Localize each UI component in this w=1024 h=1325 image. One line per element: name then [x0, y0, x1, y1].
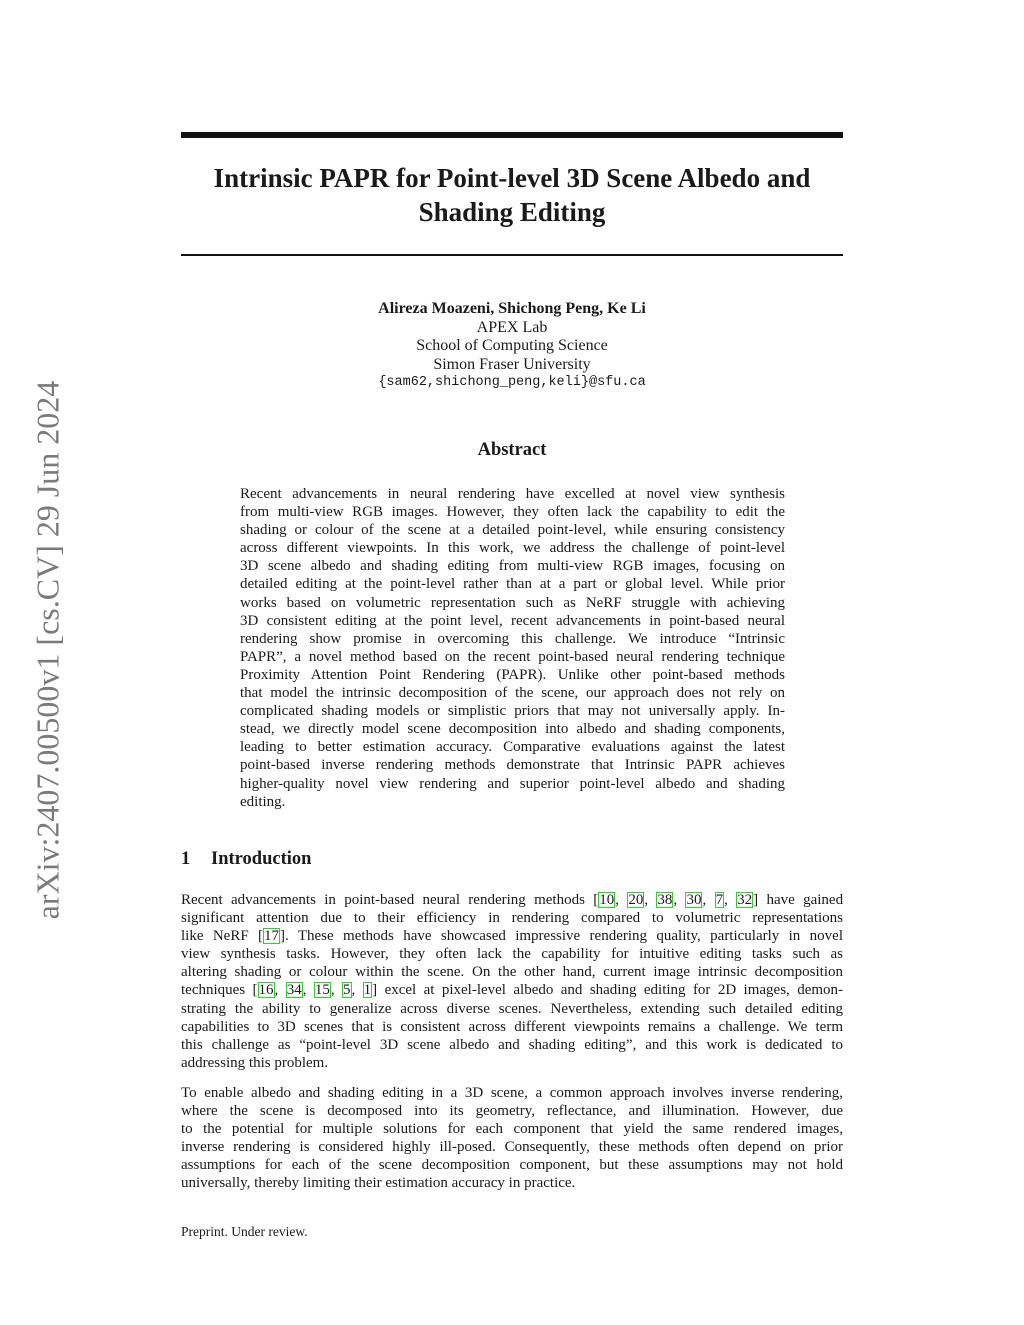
section-number: 1 [181, 849, 191, 869]
title-line-2: Shading Editing [418, 197, 606, 227]
text-run: techniques [ [181, 982, 258, 999]
section-heading-introduction [181, 849, 311, 870]
author-school: School of Computing Science [416, 337, 608, 354]
abstract-line: Recent advancements in neural rendering have excelled at novel view synthesis [240, 486, 785, 502]
abstract-line: works based on volumetric representation such as NeRF struggle with achieving [240, 594, 785, 611]
abstract-line: stead, we directly model scene decomposition into albedo and shading components, [240, 721, 785, 738]
text-run: Recent advancements in point-based neural rendering methods [ [181, 892, 599, 908]
arxiv-stamp: arXiv:2407.00500v1 [cs.CV] 29 Jun 2024 [29, 380, 66, 920]
intro-paragraph-1 [181, 891, 843, 1072]
footer-note: Preprint. Under review. [181, 1224, 308, 1239]
citation-link[interactable]: 7 [715, 892, 724, 908]
paragraph-line: universally, thereby limiting their estimation accuracy in practice. [181, 1175, 576, 1192]
abstract-line: rendering show promise in overcoming this challenge. We introduce “Intrinsic [240, 630, 785, 647]
abstract-line: PAPR”, a novel method based on the recent point-based neural rendering technique [240, 648, 785, 665]
text-run: ] excel at pixel-level albedo and shading editing for 2D images, demon- [372, 982, 844, 999]
abstract-line: 3D scene albedo and shading editing from multi-view RGB images, focusing on [240, 558, 785, 575]
abstract-line: point-based inverse rendering methods demonstrate that Intrinsic PAPR achieves [240, 757, 785, 774]
author-lab: APEX Lab [476, 318, 548, 336]
abstract-line: higher-quality novel view rendering and superior point-level albedo and shading [240, 775, 785, 792]
paragraph-line: addressing this problem. [181, 1054, 329, 1071]
section-title: Introduction [211, 849, 312, 869]
paragraph-line: Recent advancements in point-based neural rendering methods [10, 20, 38, 30, 7, 32] have gained [181, 892, 844, 908]
author-email: {sam62,shichong_peng,keli}@sfu.ca [378, 375, 646, 390]
abstract-line: Proximity Attention Point Rendering (PAPR). Unlike other point-based methods [240, 666, 785, 683]
paragraph-line: To enable albedo and shading editing in a 3D scene, a common approach involves inverse rendering, [181, 1085, 843, 1101]
intro-paragraph-2 [181, 1084, 843, 1193]
citation-link[interactable]: 30 [686, 892, 702, 908]
citation-link[interactable]: 16 [258, 982, 274, 999]
abstract-line: leading to better estimation accuracy. Comparative evaluations against the latest [240, 739, 785, 756]
abstract-line: detailed editing at the point-level rather than at a part or global level. While prior [240, 576, 785, 593]
abstract-line: editing. [240, 793, 286, 810]
citation-link[interactable]: 20 [628, 892, 644, 908]
abstract-heading: Abstract [477, 440, 547, 460]
abstract-line: complicated shading models or simplistic priors that may not universally apply. In- [240, 703, 785, 720]
paragraph-line: assumptions for each of the scene decomposition component, but these assumptions may not hold [181, 1157, 843, 1174]
author-names: Alireza Moazeni, Shichong Peng, Ke Li [378, 300, 646, 317]
text-run: like NeRF [ [181, 928, 264, 945]
author-university: Simon Fraser University [433, 355, 591, 373]
abstract-body [240, 485, 785, 811]
paragraph-line: significant attention due to their efficiency in rendering compared to volumetric representations [181, 910, 843, 927]
citation-link[interactable]: 15 [314, 982, 330, 999]
abstract-line: that model the intrinsic decomposition of the scene, our approach does not rely on [240, 685, 785, 702]
citation-link[interactable]: 10 [599, 892, 615, 908]
abstract-line: 3D consistent editing at the point level, recent advancements in point-based neural [240, 612, 785, 629]
paragraph-line: inverse rendering is considered highly ill-posed. Consequently, these methods often depend on prior [181, 1139, 843, 1156]
citation-link[interactable]: 38 [657, 892, 673, 908]
citation-link[interactable]: 17 [264, 928, 280, 945]
paragraph-line: view synthesis tasks. However, they often lack the capability for intuitive editing tasks such as [181, 946, 843, 963]
paragraph-line: this challenge as “point-level 3D scene albedo and shading editing”, and this work is dedicated to [181, 1036, 843, 1053]
paragraph-line: techniques [16, 34, 15, 5, 1] excel at pixel-level albedo and shading editing for 2D images, demon- [181, 982, 844, 999]
abstract-line: from multi-view RGB images. However, they often lack the capability to edit the [240, 504, 785, 521]
text-run: ] have gained [753, 892, 844, 908]
title-bottom-rule [181, 254, 843, 256]
abstract-line: across different viewpoints. In this work, we address the challenge of point-level [240, 540, 785, 557]
citation-link[interactable]: 1 [363, 982, 372, 999]
paper-title [181, 161, 843, 229]
citation-link[interactable]: 5 [343, 982, 351, 999]
paragraph-line [181, 927, 843, 945]
paragraph-line: to the potential for multiple solutions for each component that yield the same rendered images, [181, 1121, 843, 1138]
abstract-line: shading or colour of the scene at a detailed point-level, while ensuring consistency [240, 522, 785, 539]
paragraph-line: altering shading or colour within the scene. On the other hand, current image intrinsic decomposition [181, 964, 843, 981]
citation-link[interactable]: 34 [286, 982, 302, 999]
title-line-1: Intrinsic PAPR for Point-level 3D Scene Albedo and [213, 163, 811, 193]
paragraph-line: capabilities to 3D scenes that is consistent across different viewpoints remains a challenge. We term [181, 1018, 843, 1035]
title-top-rule [181, 132, 843, 138]
author-block [181, 300, 843, 393]
paragraph-line: strating the ability to generalize across diverse scenes. Nevertheless, extending such detailed editing [181, 1000, 843, 1017]
paragraph-line: where the scene is decomposed into its geometry, reflectance, and illumination. However, due [181, 1103, 843, 1120]
text-run: ]. These methods have showcased impressive rendering quality, particularly in novel [280, 928, 843, 945]
citation-link[interactable]: 32 [737, 892, 753, 908]
